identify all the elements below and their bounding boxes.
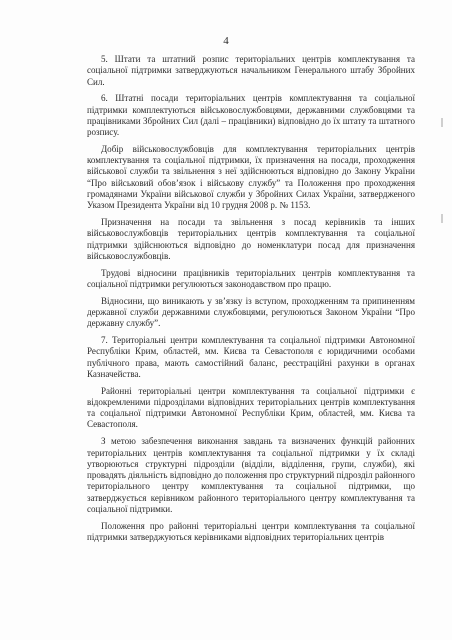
paragraph-labor-relations: Трудові відносини працівників територіальних центрів комплектування та соціальної підтримки регулюються законодавством про працю. <box>87 267 415 289</box>
paragraph-selection-of-servicemen: Добір військовослужбовців для комплектування територіальних центрів комплектування та соціальної підтримки, їх призначення на посади, проходження військової служби та звільнення з неї здійснюються відповідно до Закону України “Про військовий обов’язок і військову службу” та Положення про проходження громадянами України військової служби у Збройних Силах України, затвердженого Указом Президента України від 10 грудня 2008 р. № 1153. <box>87 143 415 211</box>
paragraph-civil-service-relations: Відносини, що виникають у зв’язку із вступом, проходженням та припиненням державної служби державними службовцями, регулюються Законом України “Про державну службу”. <box>87 295 415 329</box>
paragraph-structural-units: З метою забезпечення виконання завдань та визначених функцій районних територіальних центрів комплектування та соціальної підтримки у їх складі утворюються структурні підрозділи (відділи, відділення, групи, служби), які провадять діяльність відповідно до положення про структурний підрозділ районного територіального центру комплектування та соціальної підтримки, що затверджується керівником районного територіального центру комплектування та соціальної підтримки. <box>87 436 415 514</box>
paragraph-5-staffing-schedule: 5. Штати та штатний розпис територіальних центрів комплектування та соціальної підтримки затверджуються начальником Генерального штабу Збройних Сил. <box>87 54 415 87</box>
paragraph-7-legal-entities: 7. Територіальні центри комплектування та соціальної підтримки Автономної Республіки Крим, областей, мм. Києва та Севастополя є юридичними особами публічного права, мають самостійний баланс, реєстраційні рахунки в органах Казначейства. <box>87 335 415 379</box>
paragraph-district-regulations: Положення про районні територіальні центри комплектування та соціальної підтримки затверджуються керівниками відповідних територіальних центрів <box>87 520 415 542</box>
scan-edge-mark <box>441 214 443 223</box>
page-number: 4 <box>223 35 229 47</box>
scan-edge-mark <box>441 118 443 127</box>
paragraph-appointment-dismissal: Призначення на посади та звільнення з посад керівників та інших військовослужбовців територіальних центрів комплектування та соціальної підтримки здійснюються відповідно до номенклатури посад для призначення військовослужбовців. <box>87 217 415 261</box>
paragraph-6-staff-positions: 6. Штатні посади територіальних центрів комплектування та соціальної підтримки комплектуються військовослужбовцями, державними службовцями та працівниками Збройних Сил (далі – працівники) відповідно до їх штату та штатного розпису. <box>87 93 415 138</box>
paragraph-district-centers: Районні територіальні центри комплектування та соціальної підтримки є відокремленими підрозділами відповідних територіальних центрів комплектування та соціальної підтримки Автономної Республіки Крим, областей, мм. Києва та Севастополя. <box>87 385 415 430</box>
document-body <box>87 54 415 549</box>
